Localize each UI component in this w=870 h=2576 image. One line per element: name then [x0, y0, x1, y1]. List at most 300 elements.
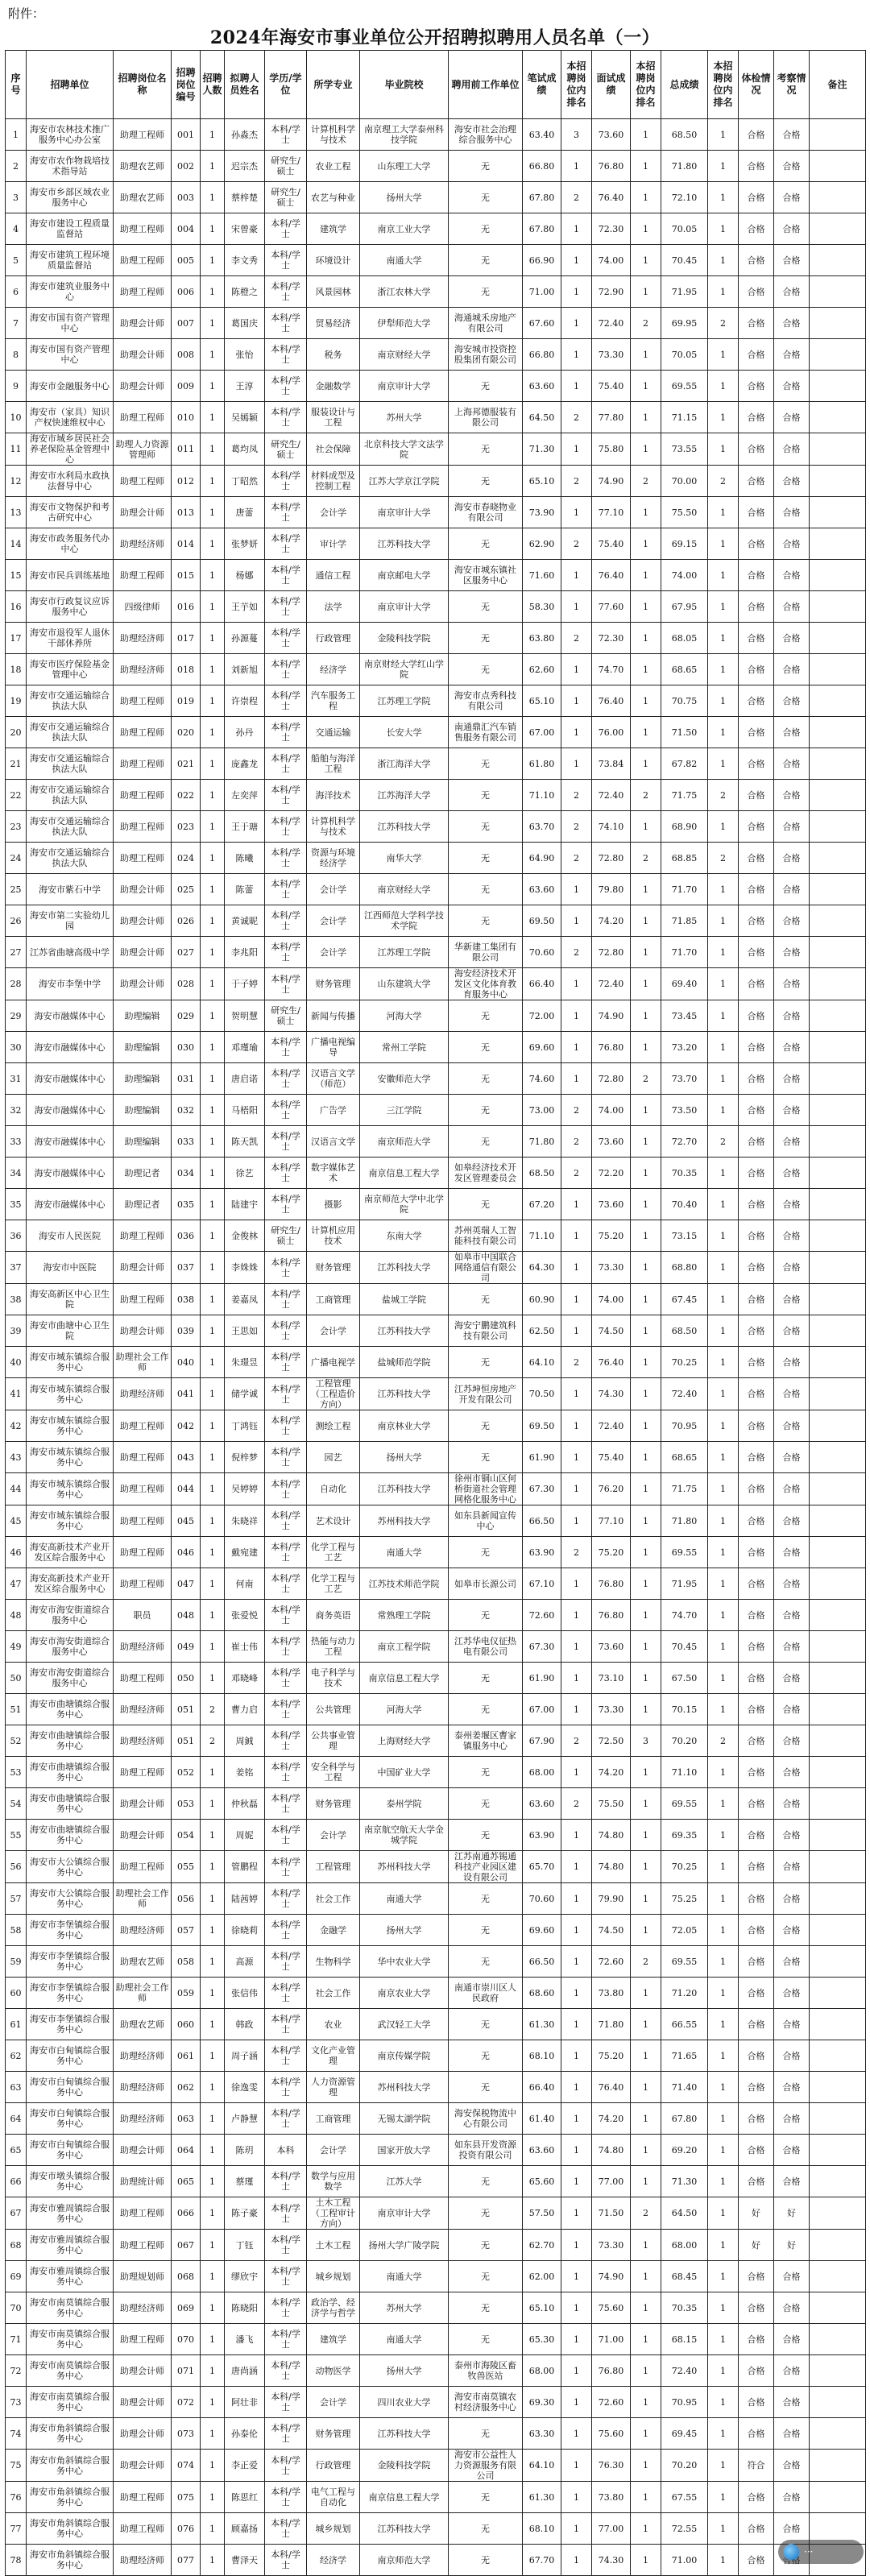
table-cell: 2 — [631, 1946, 661, 1978]
table-cell: 海安市海安街道综合服务中心 — [27, 1600, 114, 1631]
table-cell: 67.80 — [661, 2103, 708, 2135]
table-cell: 1 — [708, 1851, 739, 1883]
table-cell — [810, 843, 866, 874]
table-cell: 71.75 — [661, 780, 708, 811]
table-row — [6, 685, 866, 717]
table-cell: 1 — [708, 2324, 739, 2355]
table-cell: 1 — [201, 2355, 225, 2387]
table-cell: 75 — [6, 2450, 27, 2482]
table-cell: 扬州大学广陵学院 — [360, 2230, 449, 2261]
table-row — [6, 528, 866, 560]
table-cell: 1 — [708, 245, 739, 276]
table-cell: 79.90 — [592, 1883, 631, 1915]
table-cell: 73.50 — [661, 1095, 708, 1126]
table-cell: 072 — [172, 2387, 201, 2418]
table-cell: 13 — [6, 497, 27, 528]
table-cell: 无 — [449, 2230, 523, 2261]
table-cell: 新闻与传播 — [307, 1000, 360, 1032]
table-cell: 1 — [201, 1788, 225, 1820]
table-cell: 江苏技术师范学院 — [360, 1568, 449, 1600]
table-cell: 1 — [631, 2355, 661, 2387]
table-cell: 1 — [201, 1032, 225, 1063]
table-cell: 70.95 — [661, 2387, 708, 2418]
table-cell: 常州工学院 — [360, 1032, 449, 1063]
table-cell: 72.90 — [592, 276, 631, 308]
table-cell — [810, 623, 866, 654]
table-cell: 合格 — [739, 591, 774, 623]
table-cell: 无 — [449, 748, 523, 780]
table-cell: 无 — [449, 811, 523, 843]
table-cell: 72.40 — [661, 2355, 708, 2387]
table-cell: 合格 — [774, 1915, 810, 1946]
table-cell: 如皋市中国联合网络通信有限公司 — [449, 1252, 523, 1284]
table-cell: 70.60 — [523, 1883, 561, 1915]
table-row — [6, 1315, 866, 1347]
table-cell: 助理工程师 — [114, 2324, 172, 2355]
table-cell: 71.80 — [661, 1505, 708, 1537]
table-cell: 无 — [449, 1284, 523, 1315]
table-cell: 1 — [708, 2103, 739, 2135]
table-cell: 1 — [631, 1220, 661, 1252]
table-cell: 69.35 — [661, 1820, 708, 1851]
table-cell: 054 — [172, 1820, 201, 1851]
table-row — [6, 780, 866, 811]
table-cell: 合格 — [739, 748, 774, 780]
table-cell: 海安市大公镇综合服务中心 — [27, 1851, 114, 1883]
table-cell: 合格 — [739, 1473, 774, 1505]
table-cell: 1 — [631, 1978, 661, 2009]
table-cell: 71 — [6, 2324, 27, 2355]
table-cell: 9 — [6, 371, 27, 402]
table-cell: 76.80 — [592, 1568, 631, 1600]
table-cell: 60.90 — [523, 1284, 561, 1315]
table-cell: 72.30 — [592, 213, 631, 245]
table-cell: 本科/学士 — [265, 245, 307, 276]
table-cell: 63.60 — [523, 874, 561, 905]
table-cell: 海安市雅周镇综合服务中心 — [27, 2230, 114, 2261]
table-cell: 助理农艺师 — [114, 2009, 172, 2040]
table-row — [6, 1915, 866, 1946]
table-cell: 上海邦德服装有限公司 — [449, 402, 523, 433]
table-cell: 65.10 — [523, 466, 561, 497]
table-cell: 33 — [6, 1126, 27, 1158]
table-cell: 合格 — [774, 623, 810, 654]
table-cell: 1 — [561, 905, 592, 937]
table-cell: 贸易经济 — [307, 308, 360, 339]
table-cell: 合格 — [774, 1851, 810, 1883]
table-cell: 1 — [561, 497, 592, 528]
table-row — [6, 654, 866, 685]
table-cell: 助理会计师 — [114, 937, 172, 968]
table-cell: 1 — [201, 1505, 225, 1537]
table-cell: 本科/学士 — [265, 308, 307, 339]
table-cell: 70.75 — [661, 685, 708, 717]
table-cell: 本科/学士 — [265, 2040, 307, 2072]
table-cell: 会计学 — [307, 1820, 360, 1851]
table-cell: 26 — [6, 905, 27, 937]
table-cell: 1 — [708, 1631, 739, 1663]
table-cell: 1 — [201, 2387, 225, 2418]
table-cell: 电子科学与技术 — [307, 1663, 360, 1694]
table-cell: 热能与动力工程 — [307, 1631, 360, 1663]
table-cell: 53 — [6, 1757, 27, 1788]
table-cell: 68.10 — [523, 2040, 561, 2072]
table-cell: 69 — [6, 2261, 27, 2292]
table-cell: 合格 — [774, 1946, 810, 1978]
table-cell: 58.30 — [523, 591, 561, 623]
table-cell: 69.95 — [661, 308, 708, 339]
table-cell: 本科/学士 — [265, 1663, 307, 1694]
table-cell: 1 — [631, 2009, 661, 2040]
table-cell: 合格 — [774, 843, 810, 874]
table-cell: 14 — [6, 528, 27, 560]
table-cell: 合格 — [774, 1600, 810, 1631]
table-cell: 数学与应用数学 — [307, 2166, 360, 2197]
table-cell: 无 — [449, 843, 523, 874]
table-cell: 无 — [449, 245, 523, 276]
table-cell: 合格 — [739, 843, 774, 874]
table-cell: 65.60 — [523, 2166, 561, 2197]
table-cell: 1 — [201, 591, 225, 623]
table-cell: 016 — [172, 591, 201, 623]
table-cell: 伊犁师范大学 — [360, 308, 449, 339]
table-cell: 助理会计师 — [114, 2418, 172, 2450]
table-cell: 1 — [631, 1537, 661, 1568]
table-cell: 无 — [449, 433, 523, 466]
table-cell: 1 — [631, 1347, 661, 1378]
table-cell: 74.30 — [592, 2545, 631, 2576]
table-cell: 1 — [708, 1820, 739, 1851]
table-row — [6, 2197, 866, 2230]
table-cell: 工程管理 — [307, 1851, 360, 1883]
table-cell: 075 — [172, 2482, 201, 2513]
table-cell: 73.45 — [661, 1000, 708, 1032]
table-cell: 合格 — [774, 1315, 810, 1347]
table-cell: 合格 — [739, 1095, 774, 1126]
table-cell: 1 — [561, 2355, 592, 2387]
table-row — [6, 433, 866, 466]
table-cell: 2 — [708, 780, 739, 811]
table-cell: 63.60 — [523, 1788, 561, 1820]
table-cell: 68.00 — [523, 1757, 561, 1788]
table-cell: 72.40 — [661, 1378, 708, 1410]
table-cell: 海安市交通运输综合执法大队 — [27, 748, 114, 780]
table-cell: 050 — [172, 1663, 201, 1694]
table-cell: 1 — [201, 1883, 225, 1915]
table-cell: 助理工程师 — [114, 2197, 172, 2230]
table-cell: 77.00 — [592, 2166, 631, 2197]
table-cell: 69.55 — [661, 1788, 708, 1820]
table-cell — [810, 968, 866, 1000]
table-cell: 1 — [631, 433, 661, 466]
table-cell: 合格 — [739, 905, 774, 937]
table-cell: 合格 — [739, 2261, 774, 2292]
table-cell: 扬州大学 — [360, 1915, 449, 1946]
table-cell: 艺术设计 — [307, 1505, 360, 1537]
table-cell: 76.40 — [592, 1347, 631, 1378]
table-cell: 70.40 — [661, 1189, 708, 1220]
table-cell: 合格 — [774, 1378, 810, 1410]
table-cell: 30 — [6, 1032, 27, 1063]
table-cell: 1 — [631, 1788, 661, 1820]
table-cell: 助理人力资源管理师 — [114, 433, 172, 466]
table-cell: 046 — [172, 1537, 201, 1568]
table-row — [6, 2450, 866, 2482]
column-header: 本招聘岗位内排名 — [561, 51, 592, 119]
table-cell: 杨娜 — [225, 560, 265, 591]
table-cell: 67.82 — [661, 748, 708, 780]
table-cell: 1 — [561, 1442, 592, 1473]
table-cell: 1 — [201, 717, 225, 748]
column-header: 聘用前工作单位 — [449, 51, 523, 119]
table-cell: 2 — [708, 308, 739, 339]
table-row — [6, 1032, 866, 1063]
table-cell: 无 — [449, 874, 523, 905]
table-cell: 1 — [708, 1189, 739, 1220]
table-cell: 本科/学士 — [265, 213, 307, 245]
table-cell: 合格 — [774, 1032, 810, 1063]
table-cell: 海安市国有资产管理中心 — [27, 339, 114, 371]
table-cell: 姜嘉凤 — [225, 1284, 265, 1315]
table-cell: 73.15 — [661, 1220, 708, 1252]
table-cell: 67.80 — [523, 182, 561, 213]
table-cell: 海安城市投资控股集团有限公司 — [449, 339, 523, 371]
table-cell: 044 — [172, 1473, 201, 1505]
table-cell: 75.50 — [592, 1788, 631, 1820]
table-cell: 70.60 — [523, 937, 561, 968]
table-cell: 南通鼎汇汽车销售服务有限公司 — [449, 717, 523, 748]
table-cell: 本科/学士 — [265, 528, 307, 560]
table-cell: 1 — [631, 1915, 661, 1946]
table-cell: 68.15 — [661, 2324, 708, 2355]
table-cell: 本科/学士 — [265, 1315, 307, 1347]
table-cell: 海安市融媒体中心 — [27, 1189, 114, 1220]
table-cell: 南京农业大学 — [360, 1978, 449, 2009]
table-cell: 1 — [631, 591, 661, 623]
table-cell: 77.00 — [592, 2513, 631, 2545]
table-cell: 无 — [449, 2166, 523, 2197]
table-cell: 工商管理 — [307, 1284, 360, 1315]
table-cell: 海安市建筑工程环境质量监督站 — [27, 245, 114, 276]
table-cell: 合格 — [739, 1946, 774, 1978]
table-cell: 71.65 — [661, 2040, 708, 2072]
table-cell: 南京师范大学 — [360, 2545, 449, 2576]
table-cell: 合格 — [739, 2513, 774, 2545]
table-cell: 苏州大学 — [360, 2292, 449, 2324]
table-cell: 77 — [6, 2513, 27, 2545]
table-cell: 助理经济师 — [114, 2545, 172, 2576]
table-cell: 1 — [631, 402, 661, 433]
table-cell: 1 — [561, 2009, 592, 2040]
table-cell: 本科/学士 — [265, 560, 307, 591]
table-cell: 无 — [449, 1694, 523, 1725]
table-cell: 1 — [708, 1315, 739, 1347]
table-cell: 广播电视编导 — [307, 1032, 360, 1063]
table-cell: 长安大学 — [360, 717, 449, 748]
table-cell: 合格 — [774, 2166, 810, 2197]
table-cell: 助理工程师 — [114, 843, 172, 874]
table-cell: 合格 — [774, 2355, 810, 2387]
table-cell: 66 — [6, 2166, 27, 2197]
table-cell: 1 — [561, 1189, 592, 1220]
table-cell: 合格 — [774, 654, 810, 685]
document-title: 2024年海安市事业单位公开招聘拟聘用人员名单（一） — [209, 27, 661, 48]
table-cell: 无 — [449, 2418, 523, 2450]
table-cell: 法学 — [307, 591, 360, 623]
column-header: 总成绩 — [661, 51, 708, 119]
table-cell: 合格 — [739, 1410, 774, 1442]
table-cell: 1 — [631, 1315, 661, 1347]
table-cell: 009 — [172, 371, 201, 402]
table-cell: 本科/学士 — [265, 402, 307, 433]
table-cell: 1 — [631, 1694, 661, 1725]
table-cell: 1 — [201, 1851, 225, 1883]
table-cell: 合格 — [739, 245, 774, 276]
table-cell: 海安市交通运输综合执法大队 — [27, 843, 114, 874]
table-cell: 无 — [449, 1946, 523, 1978]
table-cell: 66.40 — [523, 968, 561, 1000]
table-cell: 华新建工集团有限公司 — [449, 937, 523, 968]
table-cell — [810, 2261, 866, 2292]
table-cell: 061 — [172, 2040, 201, 2072]
table-cell: 1 — [201, 119, 225, 151]
table-cell: 1 — [561, 1284, 592, 1315]
table-cell: 1 — [561, 1000, 592, 1032]
table-cell: 69.55 — [661, 1537, 708, 1568]
table-cell — [810, 1473, 866, 1505]
table-cell — [810, 2418, 866, 2450]
table-cell: 77.80 — [592, 402, 631, 433]
table-cell: 1 — [561, 2513, 592, 2545]
table-cell: 海安市李堡镇综合服务中心 — [27, 2009, 114, 2040]
table-cell: 003 — [172, 182, 201, 213]
table-cell: 中国矿业大学 — [360, 1757, 449, 1788]
table-cell: 69.50 — [523, 905, 561, 937]
table-cell: 28 — [6, 968, 27, 1000]
table-cell — [810, 2009, 866, 2040]
table-cell: 陈思红 — [225, 2482, 265, 2513]
table-cell: 崔士伟 — [225, 1631, 265, 1663]
table-cell: 税务 — [307, 339, 360, 371]
table-row — [6, 466, 866, 497]
table-cell: 浙江农林大学 — [360, 276, 449, 308]
table-cell: 徐逸雯 — [225, 2072, 265, 2103]
table-cell: 合格 — [774, 1126, 810, 1158]
table-cell: 1 — [201, 2545, 225, 2576]
table-cell: 2 — [631, 466, 661, 497]
table-cell: 助理会计师 — [114, 905, 172, 937]
table-cell: 71.30 — [523, 433, 561, 466]
table-cell: 助理工程师 — [114, 1537, 172, 1568]
table-cell: 陈蕾 — [225, 874, 265, 905]
table-cell: 1 — [561, 1505, 592, 1537]
table-cell — [810, 1505, 866, 1537]
table-cell: 064 — [172, 2135, 201, 2166]
table-cell: 合格 — [774, 1220, 810, 1252]
table-cell: 1 — [201, 937, 225, 968]
table-cell: 海安市角斜镇综合服务中心 — [27, 2482, 114, 2513]
table-cell: 丁鸿钰 — [225, 1410, 265, 1442]
table-cell: 70.25 — [661, 1347, 708, 1378]
table-row — [6, 2292, 866, 2324]
table-cell: 1 — [708, 811, 739, 843]
table-row — [6, 968, 866, 1000]
table-cell: 广告学 — [307, 1095, 360, 1126]
table-cell: 67.95 — [661, 591, 708, 623]
table-cell: 合格 — [739, 402, 774, 433]
table-cell: 74.00 — [661, 560, 708, 591]
table-cell: 1 — [708, 1946, 739, 1978]
table-row — [6, 1978, 866, 2009]
table-cell: 65.30 — [523, 2324, 561, 2355]
table-cell: 助理编辑 — [114, 1063, 172, 1095]
table-cell: 无 — [449, 1189, 523, 1220]
table-cell: 040 — [172, 1347, 201, 1378]
table-cell: 27 — [6, 937, 27, 968]
table-cell: 苏州科技大学 — [360, 1505, 449, 1537]
table-cell: 好 — [739, 2230, 774, 2261]
table-cell: 扬州大学 — [360, 182, 449, 213]
table-cell: 陆茜婷 — [225, 1883, 265, 1915]
table-cell: 75.40 — [592, 371, 631, 402]
table-cell: 江苏科技大学 — [360, 1378, 449, 1410]
table-cell: 1 — [631, 245, 661, 276]
table-cell: 海安市曲塘镇综合服务中心 — [27, 1694, 114, 1725]
table-cell: 1 — [631, 1158, 661, 1189]
table-cell: 72.40 — [592, 780, 631, 811]
table-cell: 1 — [708, 2482, 739, 2513]
table-cell: 合格 — [739, 1757, 774, 1788]
table-cell: 71.00 — [523, 276, 561, 308]
table-cell: 75.20 — [592, 1537, 631, 1568]
table-cell: 076 — [172, 2513, 201, 2545]
table-row — [6, 2135, 866, 2166]
table-cell: 66.50 — [523, 1946, 561, 1978]
table-cell: 上海财经大学 — [360, 1725, 449, 1757]
table-cell: 71.15 — [661, 402, 708, 433]
table-cell: 1 — [631, 748, 661, 780]
table-cell: 1 — [201, 1442, 225, 1473]
table-cell: 1 — [631, 2513, 661, 2545]
table-cell: 71.60 — [523, 560, 561, 591]
table-cell: 陈晓阳 — [225, 2292, 265, 2324]
table-cell — [810, 1694, 866, 1725]
table-cell: 74.80 — [592, 2135, 631, 2166]
table-cell: 葛均凤 — [225, 433, 265, 466]
table-cell: 66.80 — [523, 339, 561, 371]
table-cell: 1 — [561, 1757, 592, 1788]
table-cell: 助理经济师 — [114, 2292, 172, 2324]
table-cell: 63.60 — [523, 2135, 561, 2166]
table-cell: 农业工程 — [307, 151, 360, 182]
table-cell: 019 — [172, 685, 201, 717]
table-cell: 合格 — [739, 874, 774, 905]
table-cell: 助理工程师 — [114, 245, 172, 276]
table-cell: 59 — [6, 1946, 27, 1978]
table-cell — [810, 528, 866, 560]
table-cell: 吴婷婷 — [225, 1473, 265, 1505]
table-cell: 吴嫣颖 — [225, 402, 265, 433]
table-cell: 069 — [172, 2292, 201, 2324]
table-cell: 研究生/硕士 — [265, 433, 307, 466]
table-cell: 1 — [201, 276, 225, 308]
table-cell: 建筑学 — [307, 213, 360, 245]
table-cell — [810, 1757, 866, 1788]
table-cell: 1 — [201, 843, 225, 874]
table-cell: 69.50 — [523, 1410, 561, 1442]
table-cell: 合格 — [774, 497, 810, 528]
table-cell: 合格 — [739, 1883, 774, 1915]
